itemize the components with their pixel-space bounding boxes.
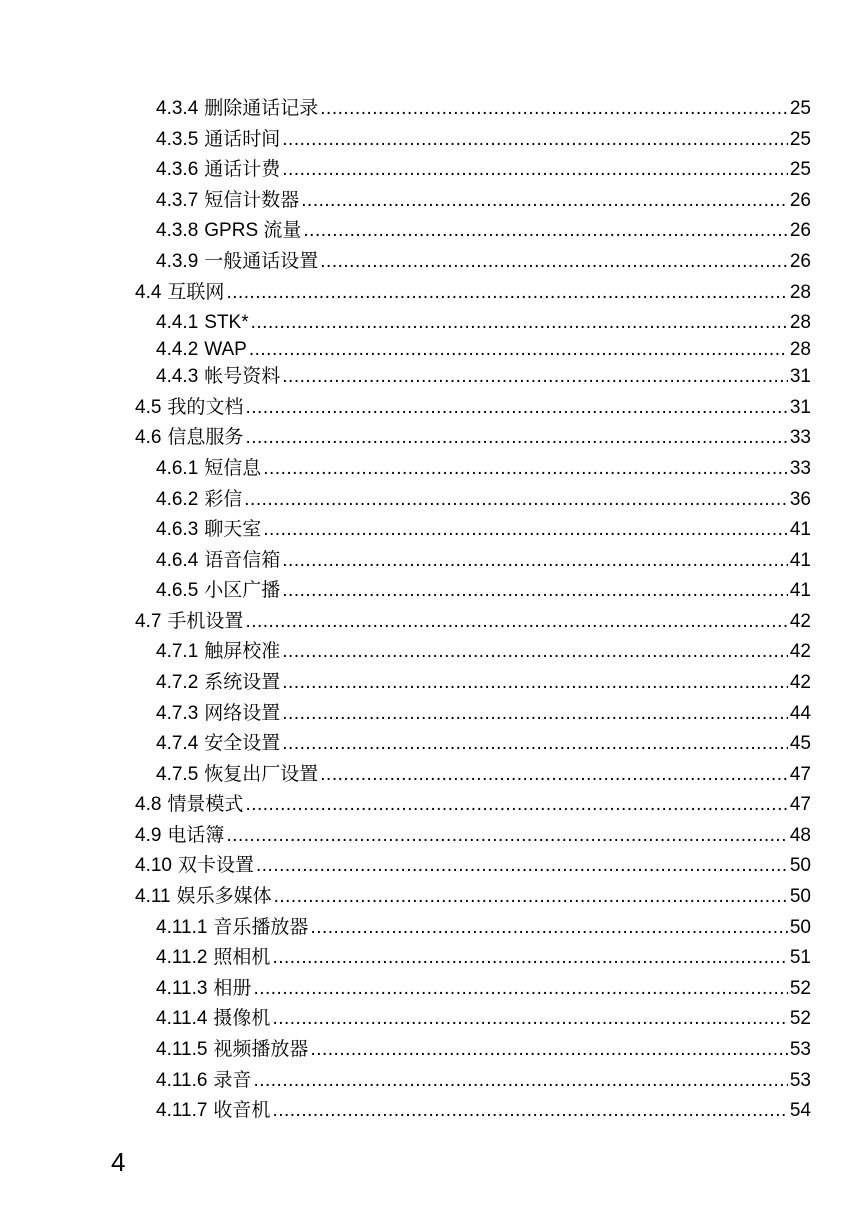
dot-leader bbox=[303, 220, 787, 242]
dot-leader bbox=[320, 98, 788, 120]
toc-entry-title: 情景模式 bbox=[167, 794, 244, 815]
dot-leader bbox=[320, 764, 788, 786]
toc-entry-label bbox=[135, 397, 245, 419]
toc-entry-page: 25 bbox=[789, 129, 811, 150]
dot-leader bbox=[263, 458, 788, 480]
toc-entry-label bbox=[135, 794, 245, 816]
toc-entry-page: 50 bbox=[789, 855, 811, 876]
dot-leader bbox=[256, 855, 788, 877]
dot-leader bbox=[226, 282, 787, 304]
toc-entry-title: 录音 bbox=[213, 1070, 252, 1091]
toc-entry-number: 4.7 bbox=[135, 611, 162, 632]
toc-entry-title: GPRS 流量 bbox=[204, 220, 302, 241]
dot-leader bbox=[245, 794, 787, 816]
toc-entry-page: 41 bbox=[789, 550, 811, 571]
toc-entry-label bbox=[135, 282, 226, 304]
toc-entry bbox=[135, 817, 811, 847]
toc-entry-label bbox=[156, 703, 282, 725]
toc-entry-number: 4.6 bbox=[135, 427, 162, 448]
toc-entry-title: 摄像机 bbox=[213, 1008, 271, 1029]
toc-entry-title: 网络设置 bbox=[204, 703, 281, 724]
dot-leader bbox=[272, 1008, 787, 1030]
toc-entry-label bbox=[156, 550, 282, 572]
dot-leader bbox=[282, 580, 788, 602]
toc-entry-title: 一般通话设置 bbox=[204, 251, 319, 272]
toc-entry-number: 4.11.3 bbox=[156, 978, 208, 999]
toc-entry bbox=[156, 725, 811, 755]
dot-leader bbox=[282, 703, 788, 725]
toc-entry bbox=[156, 151, 811, 181]
toc-entry-page: 31 bbox=[789, 397, 811, 418]
toc-entry bbox=[156, 182, 811, 212]
toc-entry-page: 28 bbox=[789, 339, 811, 360]
toc-entry-title: 互联网 bbox=[167, 282, 225, 303]
toc-entry bbox=[156, 633, 811, 663]
toc-entry-title: 通话时间 bbox=[204, 129, 281, 150]
toc-entry-label bbox=[156, 672, 282, 694]
toc-entry-page: 53 bbox=[789, 1070, 811, 1091]
toc-entry-title: 语音信箱 bbox=[204, 550, 281, 571]
toc-entry-number: 4.6.4 bbox=[156, 550, 199, 571]
toc-entry bbox=[135, 786, 811, 816]
toc-entry-number: 4.7.2 bbox=[156, 672, 199, 693]
toc-entry-page: 51 bbox=[789, 947, 811, 968]
toc-entry-label bbox=[156, 917, 310, 939]
toc-entry-title: 相册 bbox=[213, 978, 252, 999]
toc-entry bbox=[156, 1000, 811, 1030]
toc-entry-title: 视频播放器 bbox=[213, 1039, 309, 1060]
toc-entry-page: 26 bbox=[789, 251, 811, 272]
toc-entry-number: 4.11.5 bbox=[156, 1039, 208, 1060]
toc-entry-label bbox=[156, 1008, 272, 1030]
toc-entry bbox=[156, 121, 811, 151]
dot-leader bbox=[282, 672, 788, 694]
toc-entry-page: 53 bbox=[789, 1039, 811, 1060]
toc-entry-number: 4.11.7 bbox=[156, 1100, 208, 1121]
toc-entry-page: 25 bbox=[789, 98, 811, 119]
toc-entry-label bbox=[156, 641, 282, 663]
toc-entry-number: 4.6.1 bbox=[156, 458, 199, 479]
toc-entry-number: 4.4 bbox=[135, 282, 162, 303]
toc-entry-page: 48 bbox=[789, 825, 811, 846]
toc-entry-number: 4.6.3 bbox=[156, 519, 199, 540]
toc-entry-page: 50 bbox=[789, 917, 811, 938]
dot-leader bbox=[282, 550, 788, 572]
toc-entry-title: 小区广播 bbox=[204, 580, 281, 601]
toc-entry-number: 4.11.1 bbox=[156, 917, 208, 938]
page-number: 4 bbox=[111, 1147, 126, 1177]
toc-entry-label bbox=[156, 220, 303, 242]
dot-leader bbox=[244, 489, 788, 511]
toc-entry-number: 4.7.3 bbox=[156, 703, 199, 724]
toc-entry-page: 47 bbox=[789, 794, 811, 815]
toc-entry-number: 4.3.9 bbox=[156, 251, 199, 272]
toc-entry-label bbox=[135, 427, 245, 449]
toc-entry-title: 安全设置 bbox=[204, 733, 281, 754]
toc-entry bbox=[156, 243, 811, 273]
toc-entry-label bbox=[156, 580, 282, 602]
dot-leader bbox=[245, 397, 787, 419]
toc-entry bbox=[135, 419, 811, 449]
toc-entry-page: 50 bbox=[789, 886, 811, 907]
toc-entry bbox=[135, 274, 811, 304]
dot-leader bbox=[310, 917, 787, 939]
toc-entry-page: 36 bbox=[789, 489, 811, 510]
toc-entry-page: 33 bbox=[789, 427, 811, 448]
toc-entry-number: 4.7.1 bbox=[156, 641, 199, 662]
toc-entry bbox=[156, 304, 811, 334]
toc-entry-title: 娱乐多媒体 bbox=[176, 886, 272, 907]
dot-leader bbox=[272, 1100, 787, 1122]
toc-entry-label bbox=[156, 947, 272, 969]
toc-entry-page: 25 bbox=[789, 159, 811, 180]
toc-entry-page: 41 bbox=[789, 580, 811, 601]
toc-entry-page: 28 bbox=[789, 312, 811, 333]
toc-entry-number: 4.7.4 bbox=[156, 733, 199, 754]
toc-entry-page: 47 bbox=[789, 764, 811, 785]
toc-entry-title: 聊天室 bbox=[204, 519, 262, 540]
toc-entry-number: 4.6.2 bbox=[156, 489, 199, 510]
toc-entry-label bbox=[156, 519, 263, 541]
toc-entry-number: 4.9 bbox=[135, 825, 162, 846]
toc-entry-number: 4.5 bbox=[135, 397, 162, 418]
dot-leader bbox=[272, 947, 787, 969]
toc-entry bbox=[156, 970, 811, 1000]
toc-entry bbox=[156, 331, 811, 361]
dot-leader bbox=[282, 366, 788, 388]
toc-entry-page: 42 bbox=[789, 611, 811, 632]
toc-entry-title: 触屏校准 bbox=[204, 641, 281, 662]
toc-entry-page: 44 bbox=[789, 703, 811, 724]
toc-entry-label bbox=[135, 611, 245, 633]
dot-leader bbox=[320, 251, 788, 273]
dot-leader bbox=[226, 825, 787, 847]
toc-entry-number: 4.3.6 bbox=[156, 159, 199, 180]
toc-entry bbox=[135, 847, 811, 877]
toc-entry bbox=[135, 878, 811, 908]
toc-entry-title: 音乐播放器 bbox=[213, 917, 309, 938]
toc-entry-page: 33 bbox=[789, 458, 811, 479]
toc-entry-number: 4.11.4 bbox=[156, 1008, 208, 1029]
toc-entry bbox=[156, 90, 811, 120]
dot-leader bbox=[301, 190, 788, 212]
toc-entry bbox=[156, 939, 811, 969]
toc-entry-page: 54 bbox=[789, 1100, 811, 1121]
toc-entry-number: 4.3.4 bbox=[156, 98, 199, 119]
dot-leader bbox=[245, 427, 787, 449]
toc-entry-number: 4.4.1 bbox=[156, 312, 199, 333]
toc-entry bbox=[156, 909, 811, 939]
toc-entry-title: 删除通话记录 bbox=[204, 98, 319, 119]
toc-entry-title: 双卡设置 bbox=[177, 855, 254, 876]
toc-entry-page: 42 bbox=[789, 641, 811, 662]
toc-entry-title: 手机设置 bbox=[167, 611, 244, 632]
toc-entry-label bbox=[156, 190, 301, 212]
toc-entry-number: 4.6.5 bbox=[156, 580, 199, 601]
dot-leader bbox=[282, 733, 788, 755]
toc-entry-title: 照相机 bbox=[213, 947, 271, 968]
toc-entry-title: STK* bbox=[204, 312, 249, 333]
toc-entry bbox=[156, 1031, 811, 1061]
toc-entry-title: 我的文档 bbox=[167, 397, 244, 418]
dot-leader bbox=[310, 1039, 787, 1061]
toc-entry-title: 信息服务 bbox=[167, 427, 244, 448]
toc-entry-number: 4.8 bbox=[135, 794, 162, 815]
toc-entry-page: 31 bbox=[789, 366, 811, 387]
toc-entry-number: 4.11 bbox=[135, 886, 171, 907]
toc-entry-title: 恢复出厂设置 bbox=[204, 764, 319, 785]
dot-leader bbox=[263, 519, 788, 541]
toc-entry-number: 4.3.5 bbox=[156, 129, 199, 150]
toc-entry bbox=[156, 572, 811, 602]
toc-entry-number: 4.3.7 bbox=[156, 190, 199, 211]
toc-entry-page: 41 bbox=[789, 519, 811, 540]
toc-entry-number: 4.7.5 bbox=[156, 764, 199, 785]
toc-entry-page: 42 bbox=[789, 672, 811, 693]
toc-entry-label bbox=[135, 825, 226, 847]
dot-leader bbox=[245, 611, 787, 633]
toc-entry-number: 4.3.8 bbox=[156, 220, 199, 241]
toc-entry-label bbox=[156, 489, 244, 511]
toc-entry-label bbox=[156, 366, 282, 388]
toc-entry bbox=[156, 1092, 811, 1122]
toc-entry-label bbox=[156, 251, 320, 273]
toc-entry-title: 收音机 bbox=[213, 1100, 271, 1121]
toc-entry-label bbox=[156, 98, 320, 120]
toc-entry bbox=[156, 511, 811, 541]
toc-entry-title: 彩信 bbox=[204, 489, 243, 510]
toc-entry-label bbox=[156, 458, 263, 480]
toc-entry-number: 4.4.2 bbox=[156, 339, 199, 360]
toc-entry-page: 52 bbox=[789, 1008, 811, 1029]
toc-entry bbox=[135, 603, 811, 633]
toc-entry bbox=[156, 450, 811, 480]
toc-entry bbox=[156, 212, 811, 242]
toc-entry-page: 28 bbox=[789, 282, 811, 303]
toc-entry bbox=[156, 542, 811, 572]
dot-leader bbox=[253, 1070, 787, 1092]
toc-entry-page: 45 bbox=[789, 733, 811, 754]
toc-entry-page: 26 bbox=[789, 190, 811, 211]
toc-entry-label bbox=[156, 159, 282, 181]
toc-entry bbox=[156, 358, 811, 388]
toc-entry bbox=[156, 481, 811, 511]
toc-entry-title: 系统设置 bbox=[204, 672, 281, 693]
toc-entry bbox=[135, 389, 811, 419]
dot-leader bbox=[282, 641, 788, 663]
toc-entry-label bbox=[135, 886, 274, 908]
toc-entry bbox=[156, 756, 811, 786]
toc-entry bbox=[156, 695, 811, 725]
toc-entry-label bbox=[156, 733, 282, 755]
toc-entry-label bbox=[156, 1039, 310, 1061]
dot-leader bbox=[253, 978, 787, 1000]
toc-entry-label bbox=[156, 129, 282, 151]
toc-entry-label bbox=[156, 1100, 272, 1122]
toc-entry-number: 4.10 bbox=[135, 855, 172, 876]
toc-entry-title: 帐号资料 bbox=[204, 366, 281, 387]
dot-leader bbox=[274, 886, 788, 908]
toc-entry-page: 52 bbox=[789, 978, 811, 999]
toc-entry-label bbox=[156, 764, 320, 786]
toc-entry-label bbox=[156, 1070, 253, 1092]
dot-leader bbox=[282, 159, 788, 181]
toc-entry-title: 通话计费 bbox=[204, 159, 281, 180]
toc-entry-number: 4.11.2 bbox=[156, 947, 208, 968]
toc-entry-label bbox=[135, 855, 256, 877]
toc-entry bbox=[156, 1062, 811, 1092]
toc-entry-title: 短信息 bbox=[204, 458, 262, 479]
toc-entry-title: WAP bbox=[204, 339, 247, 360]
toc-entry-number: 4.11.6 bbox=[156, 1070, 208, 1091]
toc-entry-title: 电话簿 bbox=[167, 825, 225, 846]
toc-entry-number: 4.4.3 bbox=[156, 366, 199, 387]
dot-leader bbox=[282, 129, 788, 151]
toc-entry-title: 短信计数器 bbox=[204, 190, 300, 211]
toc-entry-page: 26 bbox=[789, 220, 811, 241]
toc-entry bbox=[156, 664, 811, 694]
toc-entry-label bbox=[156, 978, 253, 1000]
